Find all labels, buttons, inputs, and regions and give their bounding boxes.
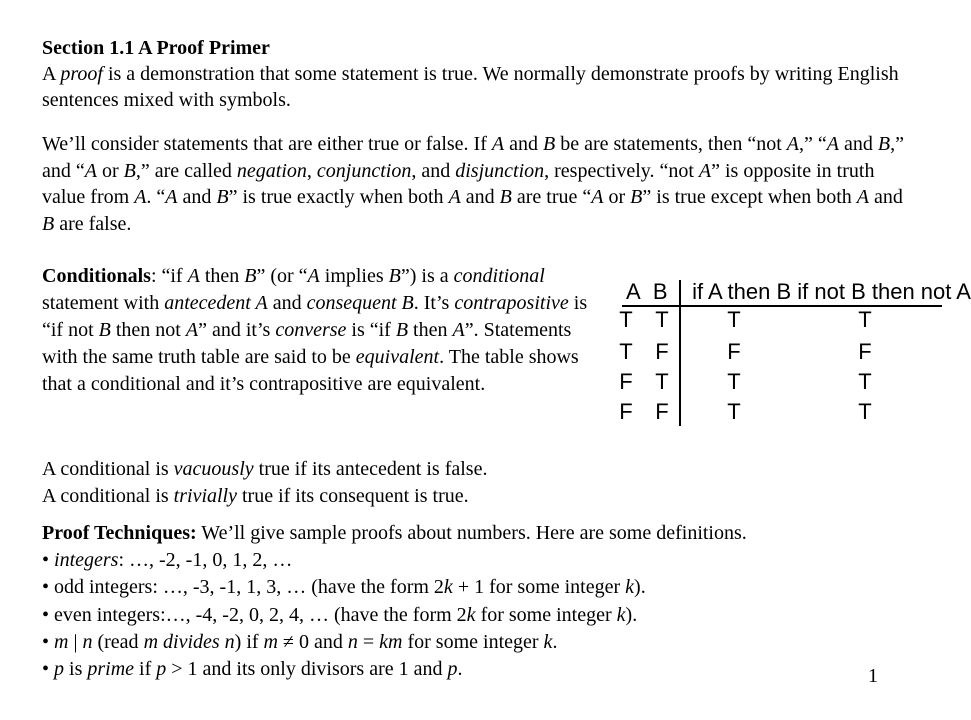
truth-cell-b: F [655,399,669,424]
truth-cell-a: T [619,307,633,332]
definition-odd: • odd integers: …, -3, -1, 1, 3, … (have the form 2k + 1 for some integer k). [42,576,646,599]
logic-paragraph: We’ll consider statements that are either true or false. If A and B be are statements, then “not A,” “A and B,” and “A or B,” are called negation, conjunction, and disjunction, respectively. “not A” is opposite in truth value from A. “A and B” is true exactly when both A and B are true “A or B” is true except when both A and B are false. [42,133,904,235]
truth-cell-conditional: T [727,399,741,424]
truth-table [612,276,971,428]
truth-cell-a: F [619,369,633,394]
truth-cell-b: F [655,339,669,364]
truth-cell-a: T [619,339,633,364]
conditionals-paragraph: Conditionals: “if A then B” (or “A implies B”) is a conditional statement with antecedent A and consequent B. It’s contrapositive is “if not B then not A” and it’s converse is “if B then A”. Statements with the same truth table are said to be equivalent. The table shows that a conditional and it’s contrapositive are equivalent. [42,265,588,395]
header-contrapositive: if not B then not A [797,279,971,304]
truth-cell-contrapositive: T [858,399,872,424]
truth-cell-contrapositive: T [858,307,872,332]
truth-cell-conditional: T [727,369,741,394]
definition-prime: • p is prime if p > 1 and its only divisors are 1 and p. [42,658,463,681]
section-title: Section 1.1 A Proof Primer [42,37,270,59]
truth-cell-contrapositive: T [858,369,872,394]
definition-integers: • integers: …, -2, -1, 0, 1, 2, … [42,549,293,572]
table-vertical-rule [679,280,681,426]
proof-techniques-block [42,520,912,683]
truth-table-header [626,278,971,305]
truth-cell-a: F [619,399,633,424]
definition-even: • even integers:…, -4, -2, 0, 2, 4, … (have the form 2k for some integer k). [42,603,638,626]
truth-cell-conditional: F [727,339,741,364]
page-number: 1 [868,665,878,687]
truth-cell-b: T [655,307,669,332]
header-b: B [652,279,668,304]
definition-divides: • m | n (read m divides n) if m ≠ 0 and n = km for some integer k. [42,630,558,653]
truth-cell-b: T [655,369,669,394]
header-conditional: if A then B [692,279,792,304]
vacuous-trivial-block [42,456,912,510]
truth-cell-conditional: T [727,307,741,332]
vacuous-line: A conditional is vacuously true if its antecedent is false. [42,458,488,480]
truth-cell-contrapositive: F [858,339,872,364]
proof-techniques-intro: Proof Techniques: We’ll give sample proofs about numbers. Here are some definitions. [42,522,747,544]
trivial-line: A conditional is trivially true if its consequent is true. [42,485,469,507]
header-a: A [626,279,641,304]
intro-paragraph: A proof is a demonstration that some statement is true. We normally demonstrate proofs by writing English sentences mixed with symbols. [42,63,899,111]
